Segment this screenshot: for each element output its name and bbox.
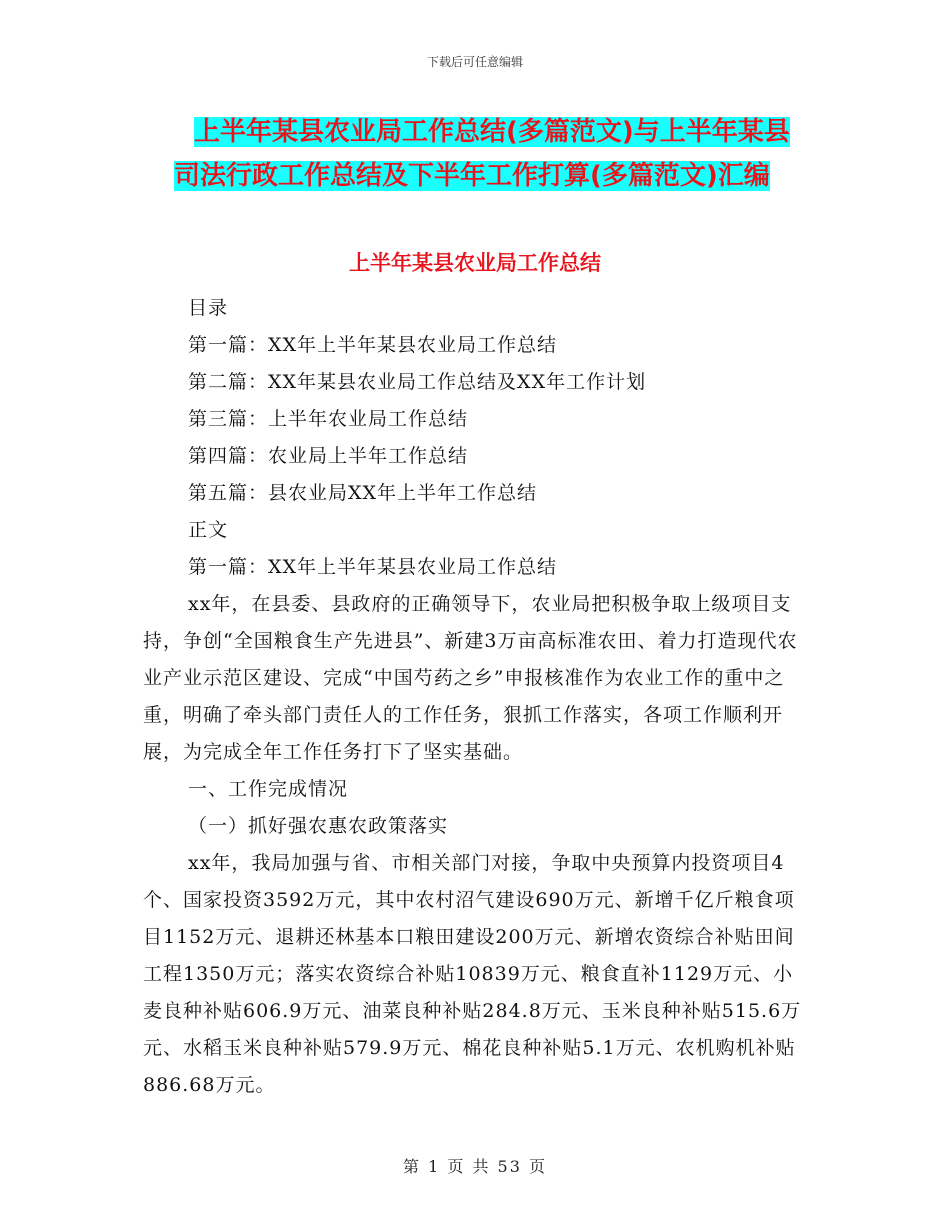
document-title-line-1: 上半年某县农业局工作总结(多篇范文)与上半年某县 [194,117,790,147]
page-footer: 第 1 页 共 53 页 [403,1157,547,1176]
body-heading: 正文 [188,519,229,541]
toc-item-3: 第三篇：上半年农业局工作总结 [188,408,469,430]
document-body [143,290,813,1104]
subsubsection-heading: （一）抓好强农惠农政策落实 [188,815,449,837]
paragraph-funding: xx年，我局加强与省、市相关部门对接，争取中央预算内投资项目4个、国家投资3592万元，其中农村沼气建设690万元、新增千亿斤粮食项目1152万元、退耕还林基本口粮田建设200万元、新增农资综合补贴田间工程1350万元；落实农资综合补贴10839万元、粮食直补1129万元、小麦良种补贴606.9万元、油菜良种补贴284.8万元、玉米良种补贴515.6万元、水稻玉米良种补贴579.9万元、棉花良种补贴5.1万元、农机购机补贴886.68万元。 [143,852,802,1096]
toc-heading: 目录 [188,297,229,319]
section-title: 上半年某县农业局工作总结 [349,251,601,275]
toc-item-1: 第一篇：XX年上半年某县农业局工作总结 [188,334,558,356]
document-title-line-2: 司法行政工作总结及下半年工作打算(多篇范文)汇编 [174,161,770,191]
chapter-heading: 第一篇：XX年上半年某县农业局工作总结 [188,556,558,578]
document-title [174,110,814,198]
paragraph-intro: xx年，在县委、县政府的正确领导下，农业局把积极争取上级项目支持，争创“全国粮食生产先进县”、新建3万亩高标准农田、着力打造现代农业产业示范区建设、完成“中国芍药之乡”申报核准作为农业工作的重中之重，明确了牵头部门责任人的工作任务，狠抓工作落实，各项工作顺利开展，为完成全年工作任务打下了坚实基础。 [143,593,798,763]
toc-item-2: 第二篇：XX年某县农业局工作总结及XX年工作计划 [188,371,647,393]
header-note: 下载后可任意编辑 [426,55,523,69]
toc-item-5: 第五篇：县农业局XX年上半年工作总结 [188,482,538,504]
subsection-heading: 一、工作完成情况 [188,778,349,800]
toc-item-4: 第四篇：农业局上半年工作总结 [188,445,469,467]
